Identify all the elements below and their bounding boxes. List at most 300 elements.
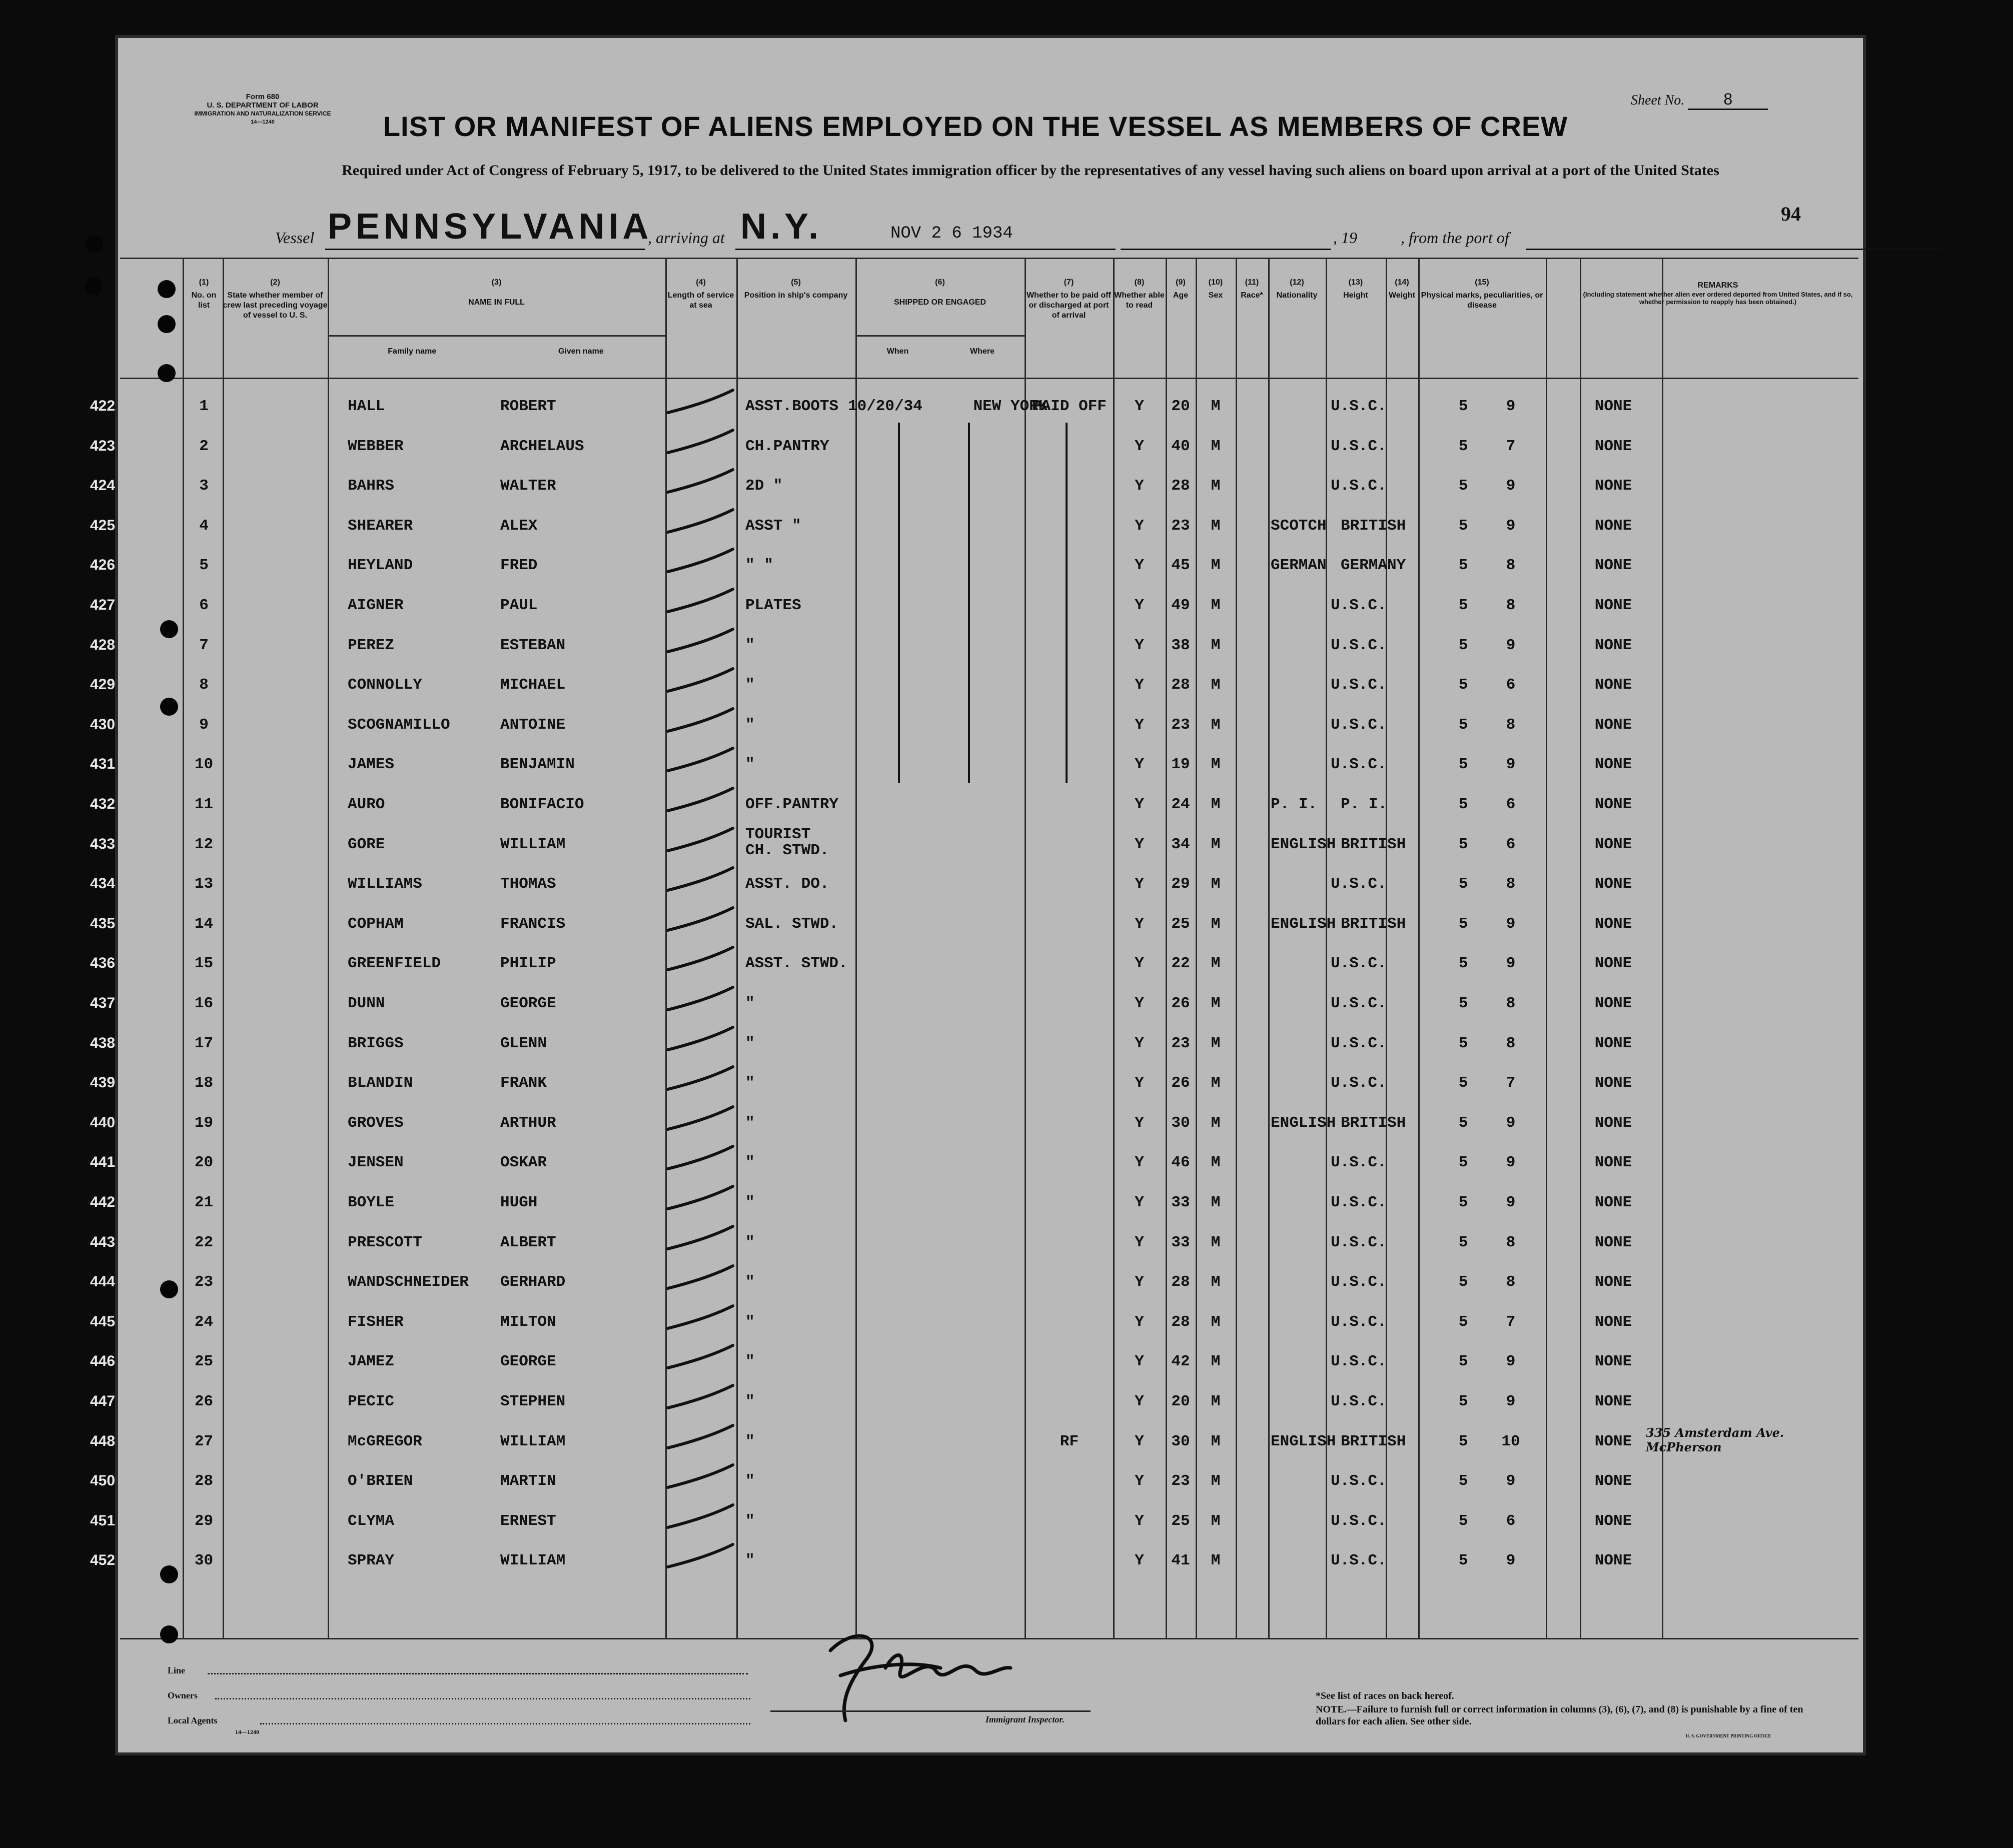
column-label: REMARKS — [1697, 281, 1738, 290]
cell-given: ERNEST — [500, 1512, 556, 1530]
cell-given: WILLIAM — [500, 835, 566, 853]
cell-no: 4 — [199, 517, 209, 535]
cell-height: 5 — [1458, 716, 1468, 734]
cell-sex: M — [1211, 437, 1221, 455]
date-stamp: NOV 2 6 1934 — [890, 224, 1013, 243]
cell-idx: 450 — [90, 1472, 116, 1489]
cell-age: 20 — [1171, 1393, 1190, 1410]
cell-read: Y — [1135, 1313, 1144, 1331]
cell-weight: 9 — [1506, 1393, 1516, 1410]
vessel-name: PENNSYLVANIA — [328, 207, 653, 247]
column-header — [1025, 278, 1113, 321]
cell-age: 28 — [1171, 676, 1190, 694]
cell-age: 28 — [1171, 1313, 1190, 1331]
cell-sex: M — [1211, 636, 1221, 654]
cell-weight: 8 — [1506, 995, 1516, 1012]
cell-given: ARCHELAUS — [500, 437, 584, 455]
cell-marks: NONE — [1594, 398, 1632, 415]
cell-nationality: BRITISH — [1341, 1432, 1406, 1450]
cell-given: ALEX — [500, 517, 538, 535]
cell-sex: M — [1211, 1552, 1221, 1570]
cell-marks: NONE — [1594, 1194, 1632, 1211]
cell-sex: M — [1211, 597, 1221, 614]
cell-family: SPRAY — [348, 1552, 395, 1570]
cell-position: " — [745, 1194, 755, 1211]
remarks-handwritten: 335 Amsterdam Ave. McPherson — [1646, 1425, 1784, 1454]
cell-nationality: U.S.C. — [1331, 1074, 1387, 1092]
cell-marks: NONE — [1594, 1034, 1632, 1052]
cell-height: 5 — [1458, 398, 1468, 415]
column-label: NAME IN FULL — [468, 298, 525, 307]
cell-weight: 10 — [1501, 1432, 1520, 1450]
service-tick-mark — [663, 1303, 738, 1333]
cell-nationality: BRITISH — [1341, 1114, 1406, 1132]
service-tick-mark — [663, 1343, 738, 1373]
cell-read: Y — [1135, 955, 1144, 973]
service-tick-mark — [663, 1025, 738, 1055]
service-tick-mark — [663, 507, 738, 537]
cell-no: 19 — [194, 1114, 214, 1132]
cell-weight: 6 — [1506, 835, 1516, 853]
cell-given: PHILIP — [500, 955, 556, 973]
cell-marks: NONE — [1594, 1154, 1632, 1172]
cell-given: WILLIAM — [500, 1432, 566, 1450]
cell-position: " — [745, 1034, 755, 1052]
cell-marks: NONE — [1594, 557, 1632, 575]
cell-paid: PAID OFF — [1032, 398, 1107, 415]
cell-weight: 8 — [1506, 1034, 1516, 1052]
cell-age: 33 — [1171, 1233, 1190, 1251]
cell-read: Y — [1135, 557, 1144, 575]
cell-sex: M — [1211, 1472, 1221, 1490]
cell-height: 5 — [1458, 1034, 1468, 1052]
cell-family: PECIC — [348, 1393, 395, 1410]
cell-age: 23 — [1171, 1472, 1190, 1490]
cell-no: 3 — [199, 477, 209, 495]
column-divider — [1386, 258, 1387, 1638]
column-sublabel: Where — [970, 347, 994, 356]
column-header — [223, 278, 328, 321]
cell-no: 23 — [194, 1273, 214, 1291]
service-tick-mark — [663, 706, 738, 736]
cell-nationality: U.S.C. — [1331, 1512, 1387, 1530]
cell-sex: M — [1211, 1194, 1221, 1211]
cell-height: 5 — [1458, 517, 1468, 535]
form-code: 14—1240 — [251, 119, 275, 125]
column-divider — [328, 258, 329, 1638]
cell-height: 5 — [1458, 1512, 1468, 1530]
cell-nationality: U.S.C. — [1331, 875, 1387, 893]
cell-weight: 9 — [1506, 1194, 1516, 1211]
cell-height: 5 — [1458, 995, 1468, 1012]
row-divider — [120, 378, 1858, 379]
cell-idx: 446 — [90, 1353, 116, 1370]
cell-height: 5 — [1458, 1114, 1468, 1132]
cell-nationality: U.S.C. — [1331, 1472, 1387, 1490]
cell-family: FISHER — [348, 1313, 404, 1331]
cell-given: WALTER — [500, 477, 556, 495]
cell-read: Y — [1135, 398, 1144, 415]
cell-nationality: BRITISH — [1341, 915, 1406, 933]
cell-given: BENJAMIN — [500, 756, 575, 774]
cell-read: Y — [1135, 1393, 1144, 1410]
arriving-label: , arriving at — [648, 229, 725, 247]
cell-read: Y — [1135, 875, 1144, 893]
cell-idx: 437 — [90, 995, 116, 1011]
cell-marks: NONE — [1594, 1353, 1632, 1371]
cell-read: Y — [1135, 1114, 1144, 1132]
cell-idx: 431 — [90, 756, 116, 773]
cell-position: " — [745, 756, 755, 774]
cell-age: 24 — [1171, 796, 1190, 813]
column-header — [1418, 278, 1546, 311]
cell-family: AURO — [348, 796, 385, 813]
cell-idx: 438 — [90, 1034, 116, 1051]
cell-age: 40 — [1171, 437, 1190, 455]
cell-given: STEPHEN — [500, 1393, 566, 1410]
department: U. S. DEPARTMENT OF LABOR — [207, 101, 319, 110]
cell-family: HEYLAND — [348, 557, 413, 575]
cell-sex: M — [1211, 796, 1221, 813]
cell-no: 10 — [194, 756, 214, 774]
cell-nationality: U.S.C. — [1331, 995, 1387, 1012]
punch-hole — [85, 235, 103, 253]
cell-no: 27 — [194, 1432, 214, 1450]
cell-weight: 9 — [1506, 1472, 1516, 1490]
cell-nationality: U.S.C. — [1331, 1393, 1387, 1410]
column-label: Position in ship's company — [744, 291, 848, 300]
cell-family: JAMES — [348, 756, 395, 774]
cell-height: 5 — [1458, 1552, 1468, 1570]
ditto-line — [968, 423, 970, 783]
cell-family: PEREZ — [348, 636, 395, 654]
cell-sex: M — [1211, 995, 1221, 1012]
cell-family: CONNOLLY — [348, 676, 422, 694]
cell-idx: 445 — [90, 1313, 116, 1330]
cell-family: HALL — [348, 398, 385, 415]
cell-marks: NONE — [1594, 1472, 1632, 1490]
cell-weight: 8 — [1506, 597, 1516, 614]
punch-hole — [160, 1565, 178, 1583]
column-number: (15) — [1475, 278, 1489, 287]
service-tick-mark — [663, 985, 738, 1015]
cell-sex: M — [1211, 915, 1221, 933]
cell-age: 25 — [1171, 915, 1190, 933]
cell-height: 5 — [1458, 597, 1468, 614]
cell-family: GREENFIELD — [348, 955, 441, 973]
cell-no: 24 — [194, 1313, 214, 1331]
column-divider — [1196, 258, 1197, 1638]
ditto-line — [1066, 423, 1068, 783]
cell-given: GEORGE — [500, 995, 556, 1012]
cell-age: 30 — [1171, 1432, 1190, 1450]
cell-no: 9 — [199, 716, 209, 734]
cell-marks: NONE — [1594, 1432, 1632, 1450]
column-header — [1580, 278, 1856, 306]
cell-age: 28 — [1171, 1273, 1190, 1291]
cell-read: Y — [1135, 1154, 1144, 1172]
cell-position: OFF.PANTRY — [745, 796, 839, 813]
cell-position: 2D " — [745, 477, 783, 495]
cell-family: WEBBER — [348, 437, 404, 455]
column-divider — [1113, 258, 1115, 1638]
inspector-signature — [810, 1620, 1071, 1730]
agents-code: 14—1240 — [235, 1728, 259, 1735]
column-divider — [1166, 258, 1167, 1638]
cell-read: Y — [1135, 597, 1144, 614]
cell-age: 19 — [1171, 756, 1190, 774]
cell-height: 5 — [1458, 796, 1468, 813]
service-tick-mark — [663, 1184, 738, 1214]
column-sublabel: When — [886, 347, 909, 356]
cell-read: Y — [1135, 1353, 1144, 1371]
cell-given: OSKAR — [500, 1154, 547, 1172]
column-header — [736, 278, 855, 301]
page-subtitle: Required under Act of Congress of February 5, 1917, to be delivered to the United States immigration officer by the representatives of any vessel having such aliens on board upon arrival at a port of the United States — [342, 162, 1719, 179]
cell-nationality: GERMANY — [1341, 557, 1406, 575]
punch-hole — [160, 698, 178, 716]
column-number: (14) — [1395, 278, 1409, 287]
agents-label: Local Agents — [168, 1715, 218, 1725]
column-label: Height — [1343, 291, 1368, 300]
cell-given: HUGH — [500, 1194, 538, 1211]
cell-sex: M — [1211, 1233, 1221, 1251]
cell-marks: NONE — [1594, 477, 1632, 495]
cell-nationality: U.S.C. — [1331, 1233, 1387, 1251]
cell-age: 26 — [1171, 1074, 1190, 1092]
cell-weight: 8 — [1506, 716, 1516, 734]
cell-given: FRED — [500, 557, 538, 575]
column-label: Whether to be paid off or discharged at port of arrival — [1027, 291, 1111, 320]
cell-nationality: U.S.C. — [1331, 1154, 1387, 1172]
cell-position: " — [745, 1233, 755, 1251]
cell-idx: 448 — [90, 1432, 116, 1449]
cell-nationality: P. I. — [1341, 796, 1388, 813]
cell-position: TOURIST — [745, 825, 811, 843]
cell-sex: M — [1211, 1313, 1221, 1331]
cell-height: 5 — [1458, 676, 1468, 694]
service-tick-mark — [663, 1104, 738, 1134]
cell-age: 45 — [1171, 557, 1190, 575]
cell-race: GERMAN — [1271, 557, 1327, 575]
cell-given: BONIFACIO — [500, 796, 584, 813]
cell-no: 1 — [199, 398, 209, 415]
cell-family: McGREGOR — [348, 1432, 422, 1450]
sheet-label: Sheet No. — [1631, 93, 1685, 108]
service-tick-mark — [663, 1542, 738, 1572]
cell-position: " — [745, 1154, 755, 1172]
cell-position: " — [745, 1393, 755, 1410]
column-number: (5) — [791, 278, 801, 287]
cell-position: CH.PANTRY — [745, 437, 829, 455]
column-divider — [1326, 258, 1327, 1638]
cell-idx: 452 — [90, 1552, 116, 1569]
cell-age: 42 — [1171, 1353, 1190, 1371]
cell-no: 15 — [194, 955, 214, 973]
column-divider — [1025, 258, 1026, 1638]
column-divider — [183, 258, 184, 1638]
service-tick-mark — [663, 467, 738, 497]
service-tick-mark — [663, 945, 738, 975]
cell-height: 5 — [1458, 1194, 1468, 1211]
inspector-label: Immigrant Inspector. — [985, 1714, 1065, 1724]
cell-height: 5 — [1458, 1233, 1468, 1251]
cell-height: 5 — [1458, 636, 1468, 654]
cell-no: 17 — [194, 1034, 214, 1052]
cell-idx: 434 — [90, 875, 116, 892]
cell-nationality: U.S.C. — [1331, 477, 1387, 495]
cell-read: Y — [1135, 1552, 1144, 1570]
service: IMMIGRATION AND NATURALIZATION SERVICE — [194, 110, 331, 117]
remarks-note: (Including statement whether alien ever ordered deported from United States, and if so, whether permission to reapply has been obtained.) — [1583, 291, 1853, 306]
cell-given: ALBERT — [500, 1233, 556, 1251]
cell-given: MARTIN — [500, 1472, 556, 1490]
from-label: , from the port of — [1401, 229, 1509, 247]
column-label: Nationality — [1276, 291, 1318, 300]
cell-nationality: U.S.C. — [1331, 437, 1387, 455]
cell-marks: NONE — [1594, 1552, 1632, 1570]
cell-position-line2: CH. STWD. — [745, 841, 829, 859]
cell-height: 5 — [1458, 835, 1468, 853]
cell-nationality: U.S.C. — [1331, 1034, 1387, 1052]
cell-family: WILLIAMS — [348, 875, 422, 893]
column-sublabel: Family name — [388, 347, 437, 356]
cell-family: JAMEZ — [348, 1353, 395, 1371]
column-number: (13) — [1348, 278, 1363, 287]
cell-marks: NONE — [1594, 437, 1632, 455]
cell-marks: NONE — [1594, 1074, 1632, 1092]
cell-idx: 443 — [90, 1233, 116, 1250]
punch-hole — [160, 1625, 178, 1643]
column-header — [1196, 278, 1236, 301]
cell-given: MICHAEL — [500, 676, 566, 694]
service-tick-mark — [663, 826, 738, 856]
cell-given: FRANK — [500, 1074, 547, 1092]
cell-sex: M — [1211, 1353, 1221, 1371]
cell-nationality: U.S.C. — [1331, 597, 1387, 614]
row-divider — [120, 258, 1858, 259]
cell-no: 26 — [194, 1393, 214, 1410]
column-number: (11) — [1245, 278, 1259, 287]
cell-race: SCOTCH — [1271, 517, 1327, 535]
cell-marks: NONE — [1594, 875, 1632, 893]
cell-marks: NONE — [1594, 716, 1632, 734]
cell-weight: 8 — [1506, 557, 1516, 575]
service-tick-mark — [663, 627, 738, 657]
printing-office: U. S. GOVERNMENT PRINTING OFFICE — [1686, 1733, 1771, 1738]
cell-height: 5 — [1458, 1273, 1468, 1291]
column-label: No. on list — [191, 291, 217, 310]
column-number: (6) — [935, 278, 945, 287]
service-tick-mark — [663, 1263, 738, 1293]
cell-idx: 427 — [90, 597, 116, 613]
cell-marks: NONE — [1594, 835, 1632, 853]
cell-marks: NONE — [1594, 1512, 1632, 1530]
column-divider — [1236, 258, 1237, 1638]
sheet-number: 8 — [1688, 90, 1768, 110]
cell-age: 20 — [1171, 398, 1190, 415]
cell-weight: 9 — [1506, 955, 1516, 973]
cell-age: 30 — [1171, 1114, 1190, 1132]
cell-position: " — [745, 995, 755, 1012]
column-divider — [1268, 258, 1270, 1638]
cell-idx: 424 — [90, 477, 116, 494]
column-header — [185, 278, 223, 311]
cell-race: ENGLISH — [1271, 1432, 1336, 1450]
cell-height: 5 — [1458, 1353, 1468, 1371]
cell-weight: 9 — [1506, 1154, 1516, 1172]
cell-marks: NONE — [1594, 955, 1632, 973]
cell-read: Y — [1135, 477, 1144, 495]
cell-age: 33 — [1171, 1194, 1190, 1211]
cell-position: " — [745, 1074, 755, 1092]
cell-nationality: U.S.C. — [1331, 955, 1387, 973]
cell-family: BRIGGS — [348, 1034, 404, 1052]
cell-age: 23 — [1171, 1034, 1190, 1052]
cell-read: Y — [1135, 1194, 1144, 1211]
service-tick-mark — [663, 666, 738, 696]
cell-idx: 442 — [90, 1194, 116, 1210]
cell-nationality: BRITISH — [1341, 517, 1406, 535]
vessel-label: Vessel — [275, 229, 315, 247]
cell-no: 25 — [194, 1353, 214, 1371]
line-label: Line — [168, 1665, 186, 1675]
cell-position: " — [745, 1512, 755, 1530]
service-tick-mark — [663, 746, 738, 776]
cell-given: MILTON — [500, 1313, 556, 1331]
cell-idx: 429 — [90, 676, 116, 693]
cell-age: 25 — [1171, 1512, 1190, 1530]
column-number: (4) — [696, 278, 706, 287]
cell-idx: 444 — [90, 1273, 116, 1290]
service-tick-mark — [663, 1502, 738, 1532]
cell-age: 23 — [1171, 517, 1190, 535]
cell-position: PLATES — [745, 597, 801, 614]
cell-no: 21 — [194, 1194, 214, 1211]
cell-given: GEORGE — [500, 1353, 556, 1371]
punch-hole — [158, 315, 176, 333]
cell-height: 5 — [1458, 557, 1468, 575]
cell-nationality: U.S.C. — [1331, 756, 1387, 774]
cell-position: ASST.BOOTS — [745, 398, 839, 415]
cell-no: 28 — [194, 1472, 214, 1490]
cell-no: 18 — [194, 1074, 214, 1092]
cell-sex: M — [1211, 1074, 1221, 1092]
column-header — [855, 278, 1025, 308]
column-number: (7) — [1064, 278, 1074, 287]
cell-position: " — [745, 676, 755, 694]
cell-read: Y — [1135, 676, 1144, 694]
cell-nationality: U.S.C. — [1331, 636, 1387, 654]
cell-height: 5 — [1458, 1074, 1468, 1092]
column-label: Physical marks, peculiarities, or disease — [1421, 291, 1543, 310]
cell-family: BAHRS — [348, 477, 395, 495]
cell-height: 5 — [1458, 437, 1468, 455]
column-label: SHIPPED OR ENGAGED — [893, 298, 986, 307]
cell-marks: NONE — [1594, 1313, 1632, 1331]
cell-weight: 8 — [1506, 1273, 1516, 1291]
service-tick-mark — [663, 786, 738, 816]
cell-family: BOYLE — [348, 1194, 395, 1211]
cell-given: GLENN — [500, 1034, 547, 1052]
cell-marks: NONE — [1594, 796, 1632, 813]
cell-idx: 432 — [90, 796, 116, 812]
cell-weight: 9 — [1506, 517, 1516, 535]
cell-no: 7 — [199, 636, 209, 654]
cell-no: 22 — [194, 1233, 214, 1251]
cell-height: 5 — [1458, 1393, 1468, 1410]
cell-given: ROBERT — [500, 398, 556, 415]
